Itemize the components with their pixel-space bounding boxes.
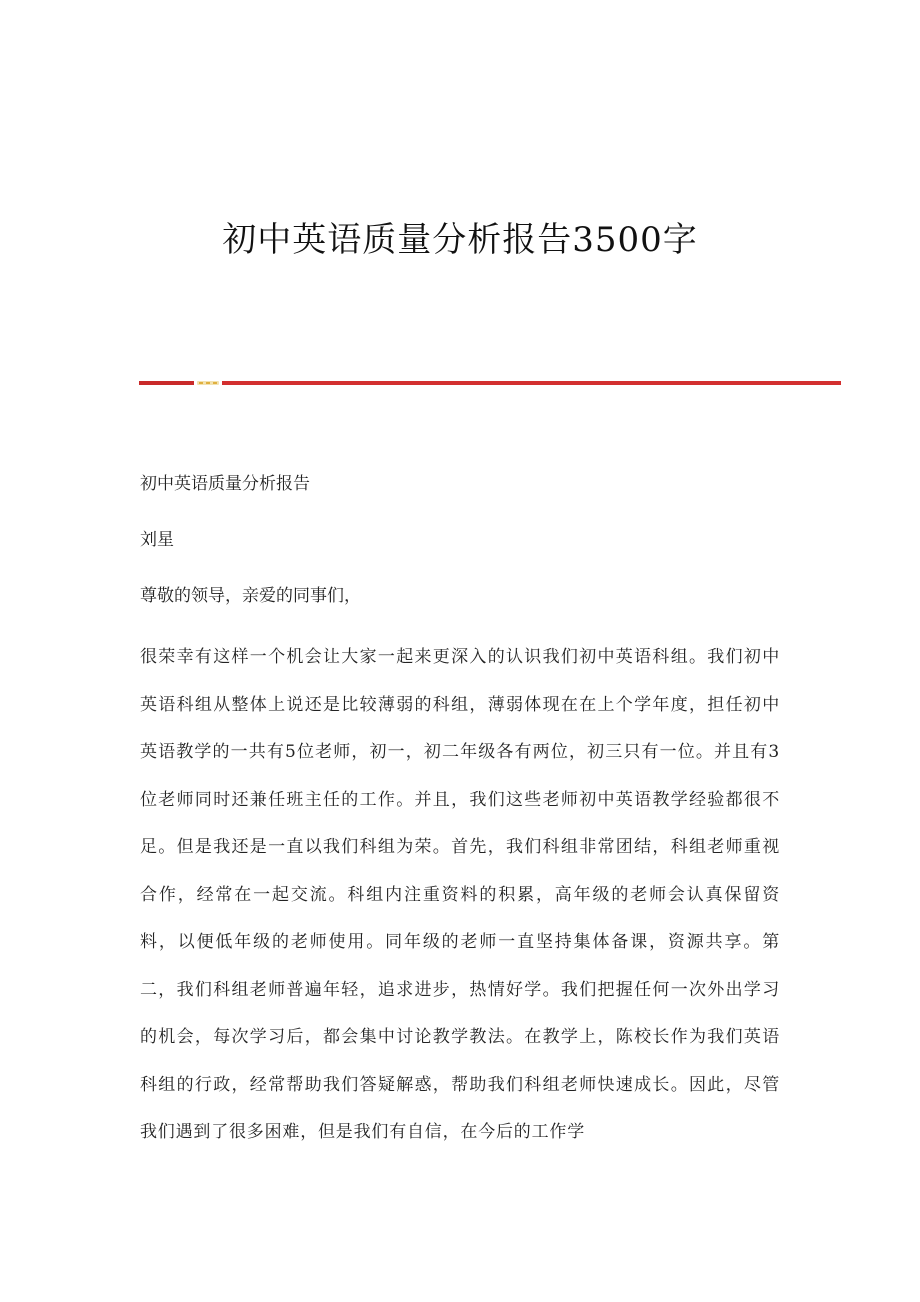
divider-line-left (139, 381, 194, 385)
body-paragraph: 很荣幸有这样一个机会让大家一起来更深入的认识我们初中英语科组。我们初中英语科组从整体上说还是比较薄弱的科组，薄弱体现在在上个学年度，担任初中英语教学的一共有5位老师，初一，初二年级各有两位，初三只有一位。并且有3位老师同时还兼任班主任的工作。并且，我们这些老师初中英语教学经验都很不足。但是我还是一直以我们科组为荣。首先，我们科组非常团结，科组老师重视合作，经常在一起交流。科组内注重资料的积累，高年级的老师会认真保留资料，以便低年级的老师使用。同年级的老师一直坚持集体备课，资源共享。第二，我们科组老师普遍年轻，追求进步，热情好学。我们把握任何一次外出学习的机会，每次学习后，都会集中讨论教学教法。在教学上，陈校长作为我们英语科组的行政，经常帮助我们答疑解惑，帮助我们科组老师快速成长。因此，尽管我们遇到了很多困难，但是我们有自信，在今后的工作学 (140, 647, 780, 1142)
report-heading: 初中英语质量分析报告 (140, 474, 310, 494)
document-body (140, 466, 780, 1157)
divider-line-right (222, 381, 841, 385)
document-title: 初中英语质量分析报告3500字 (222, 220, 698, 260)
author-name: 刘星 (140, 530, 174, 550)
divider-ornament-icon (197, 380, 219, 386)
greeting: 尊敬的领导，亲爱的同事们， (140, 586, 361, 606)
title-divider (139, 380, 841, 386)
